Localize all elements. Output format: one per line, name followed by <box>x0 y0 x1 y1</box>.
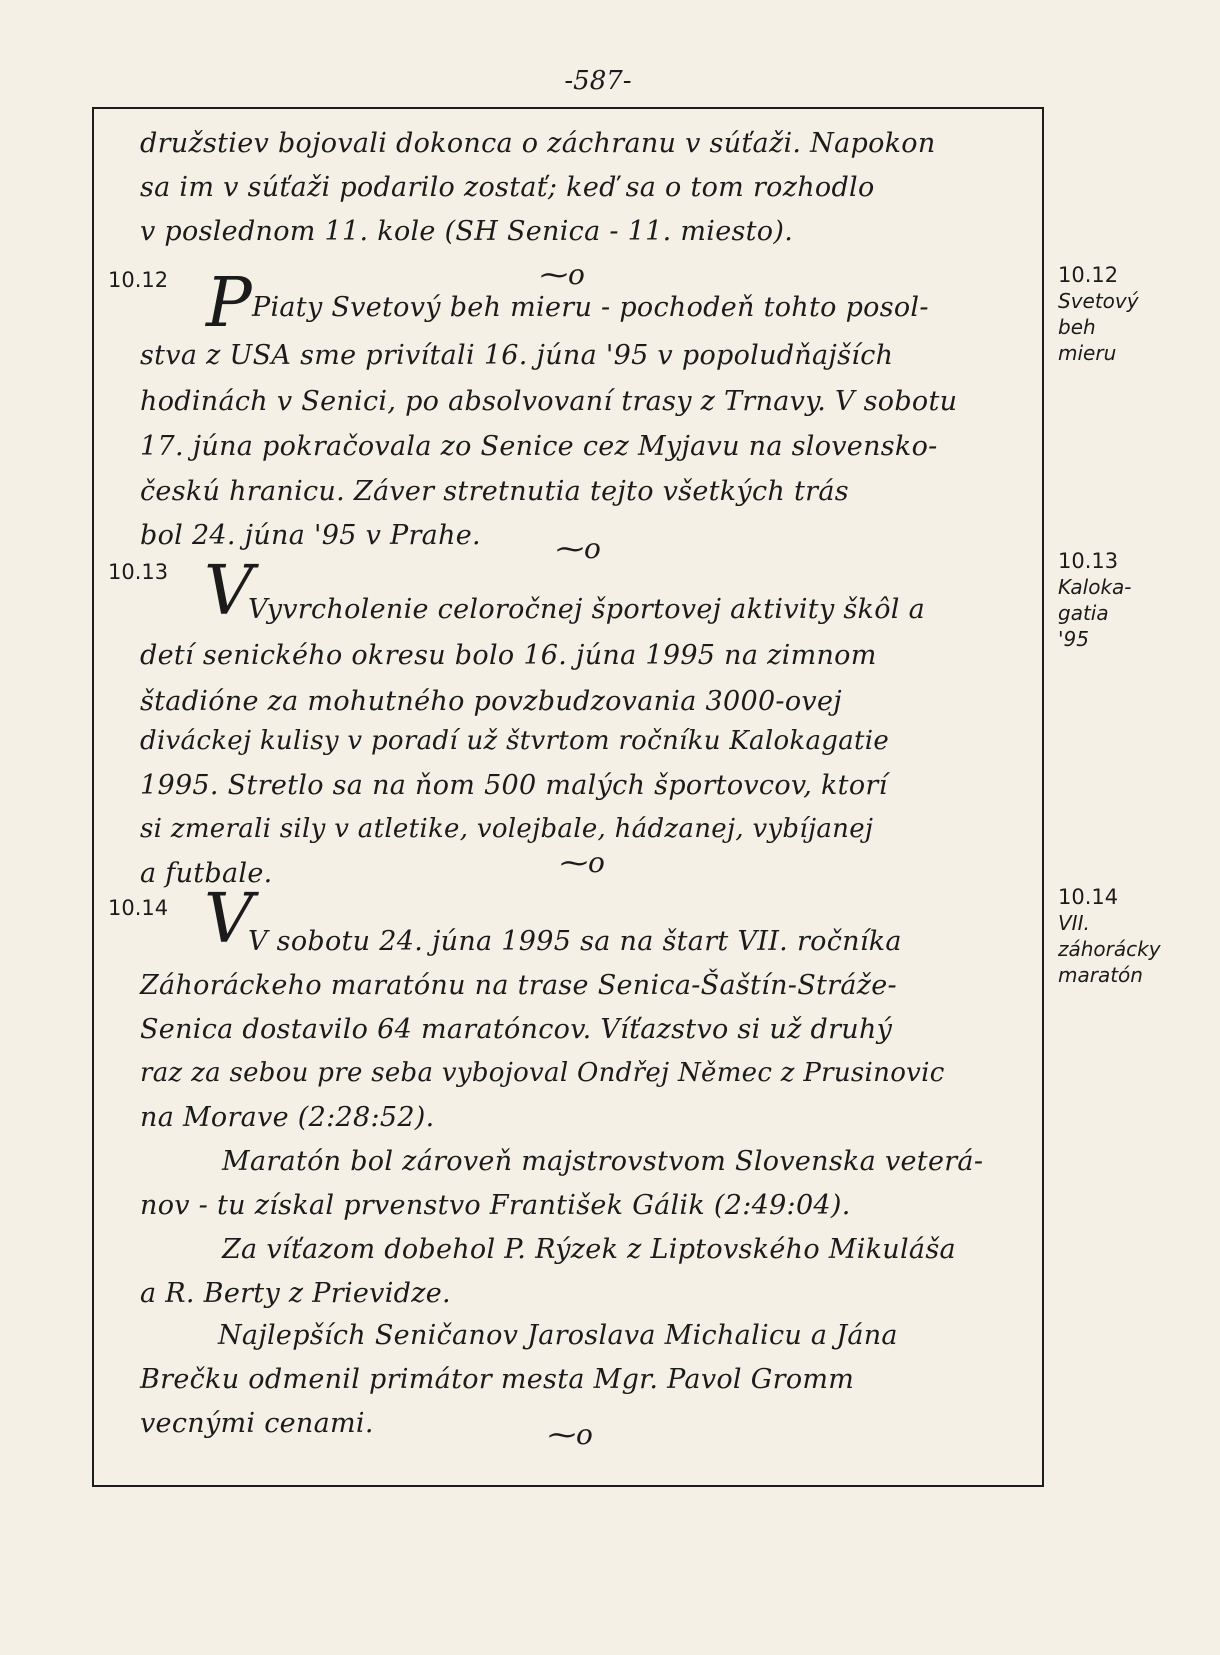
section-separator: ⁓o <box>556 532 601 565</box>
entry-number: 10.13 <box>108 560 169 584</box>
section-separator: ⁓o <box>548 1418 593 1451</box>
margin-note-line: Kaloka- <box>1058 575 1132 599</box>
text-line: Maratón bol zároveň majstrovstvom Slovenska veterá- <box>222 1146 984 1177</box>
margin-note-line: záhorácky <box>1058 937 1161 961</box>
margin-note-number: 10.13 <box>1058 549 1119 573</box>
drop-cap: V <box>204 880 254 959</box>
text-line: raz za sebou pre seba vybojoval Ondřej Němec z Prusinovic <box>140 1058 945 1088</box>
text-line: stva z USA sme privítali 16. júna '95 v popoludňajších <box>140 340 894 371</box>
text-line: nov - tu získal prvenstvo František Gálik (2:49:04). <box>140 1190 851 1221</box>
text-line: Záhoráckeho maratónu na trase Senica-Šaštín-Stráže- <box>140 970 897 1001</box>
text-line: Za víťazom dobehol P. Rýzek z Liptovského Mikuláša <box>222 1234 956 1265</box>
margin-note <box>1058 548 1132 652</box>
drop-cap: P <box>206 264 252 343</box>
text-line: bol 24. júna '95 v Prahe. <box>140 520 481 551</box>
text-line: štadióne za mohutného povzbudzovania 3000-ovej <box>140 686 842 717</box>
margin-note-line: maratón <box>1058 963 1143 987</box>
text-line: hodinách v Senici, po absolvovaní trasy z Trnavy. V sobotu <box>140 386 958 417</box>
text-line: Piaty Svetový beh mieru - pochodeň tohto posol- <box>252 292 929 323</box>
text-line: vecnými cenami. <box>140 1408 374 1439</box>
text-line: 17. júna pokračovala zo Senice cez Myjavu na slovensko- <box>140 431 938 462</box>
entry-number: 10.12 <box>108 268 169 292</box>
section-separator: ⁓o <box>560 846 605 879</box>
drop-cap: V <box>204 552 254 631</box>
text-line: družstiev bojovali dokonca o záchranu v súťaži. Napokon <box>140 128 936 159</box>
margin-note-line: VII. <box>1058 911 1090 935</box>
page-number: -587- <box>564 66 632 96</box>
text-line: 1995. Stretlo sa na ňom 500 malých športovcov, ktorí <box>140 770 888 801</box>
entry-number: 10.14 <box>108 896 169 920</box>
text-line: Brečku odmenil primátor mesta Mgr. Pavol Gromm <box>140 1364 855 1395</box>
margin-note-number: 10.12 <box>1058 263 1119 287</box>
text-line: a R. Berty z Prievidze. <box>140 1278 451 1309</box>
text-line: Vyvrcholenie celoročnej športovej aktivity škôl a <box>248 594 925 625</box>
text-line: si zmerali sily v atletike, volejbale, hádzanej, vybíjanej <box>140 814 874 844</box>
text-line: sa im v súťaži podarilo zostať; keď sa o tom rozhodlo <box>140 172 875 203</box>
text-line: Senica dostavilo 64 maratóncov. Víťazstvo si už druhý <box>140 1014 893 1045</box>
text-line: Najlepších Seničanov Jaroslava Michalicu a Jána <box>218 1320 898 1351</box>
text-line: na Morave (2:28:52). <box>140 1102 435 1133</box>
margin-note <box>1058 262 1139 366</box>
text-line: V sobotu 24. júna 1995 sa na štart VII. ročníka <box>248 926 902 957</box>
margin-note-line: mieru <box>1058 341 1117 365</box>
margin-note-line: gatia <box>1058 601 1109 625</box>
text-line: a futbale. <box>140 858 273 889</box>
text-line: diváckej kulisy v poradí už štvrtom ročníku Kalokagatie <box>140 726 890 756</box>
margin-note-line: beh <box>1058 315 1096 339</box>
margin-note-line: '95 <box>1058 627 1089 651</box>
margin-note <box>1058 884 1161 988</box>
margin-note-line: Svetový <box>1058 289 1139 313</box>
text-line: detí senického okresu bolo 16. júna 1995 na zimnom <box>140 640 877 671</box>
text-line: v poslednom 11. kole (SH Senica - 11. miesto). <box>140 216 794 247</box>
margin-note-number: 10.14 <box>1058 885 1119 909</box>
section-separator: ⁓o <box>540 258 585 291</box>
text-line: českú hranicu. Záver stretnutia tejto všetkých trás <box>140 476 849 507</box>
